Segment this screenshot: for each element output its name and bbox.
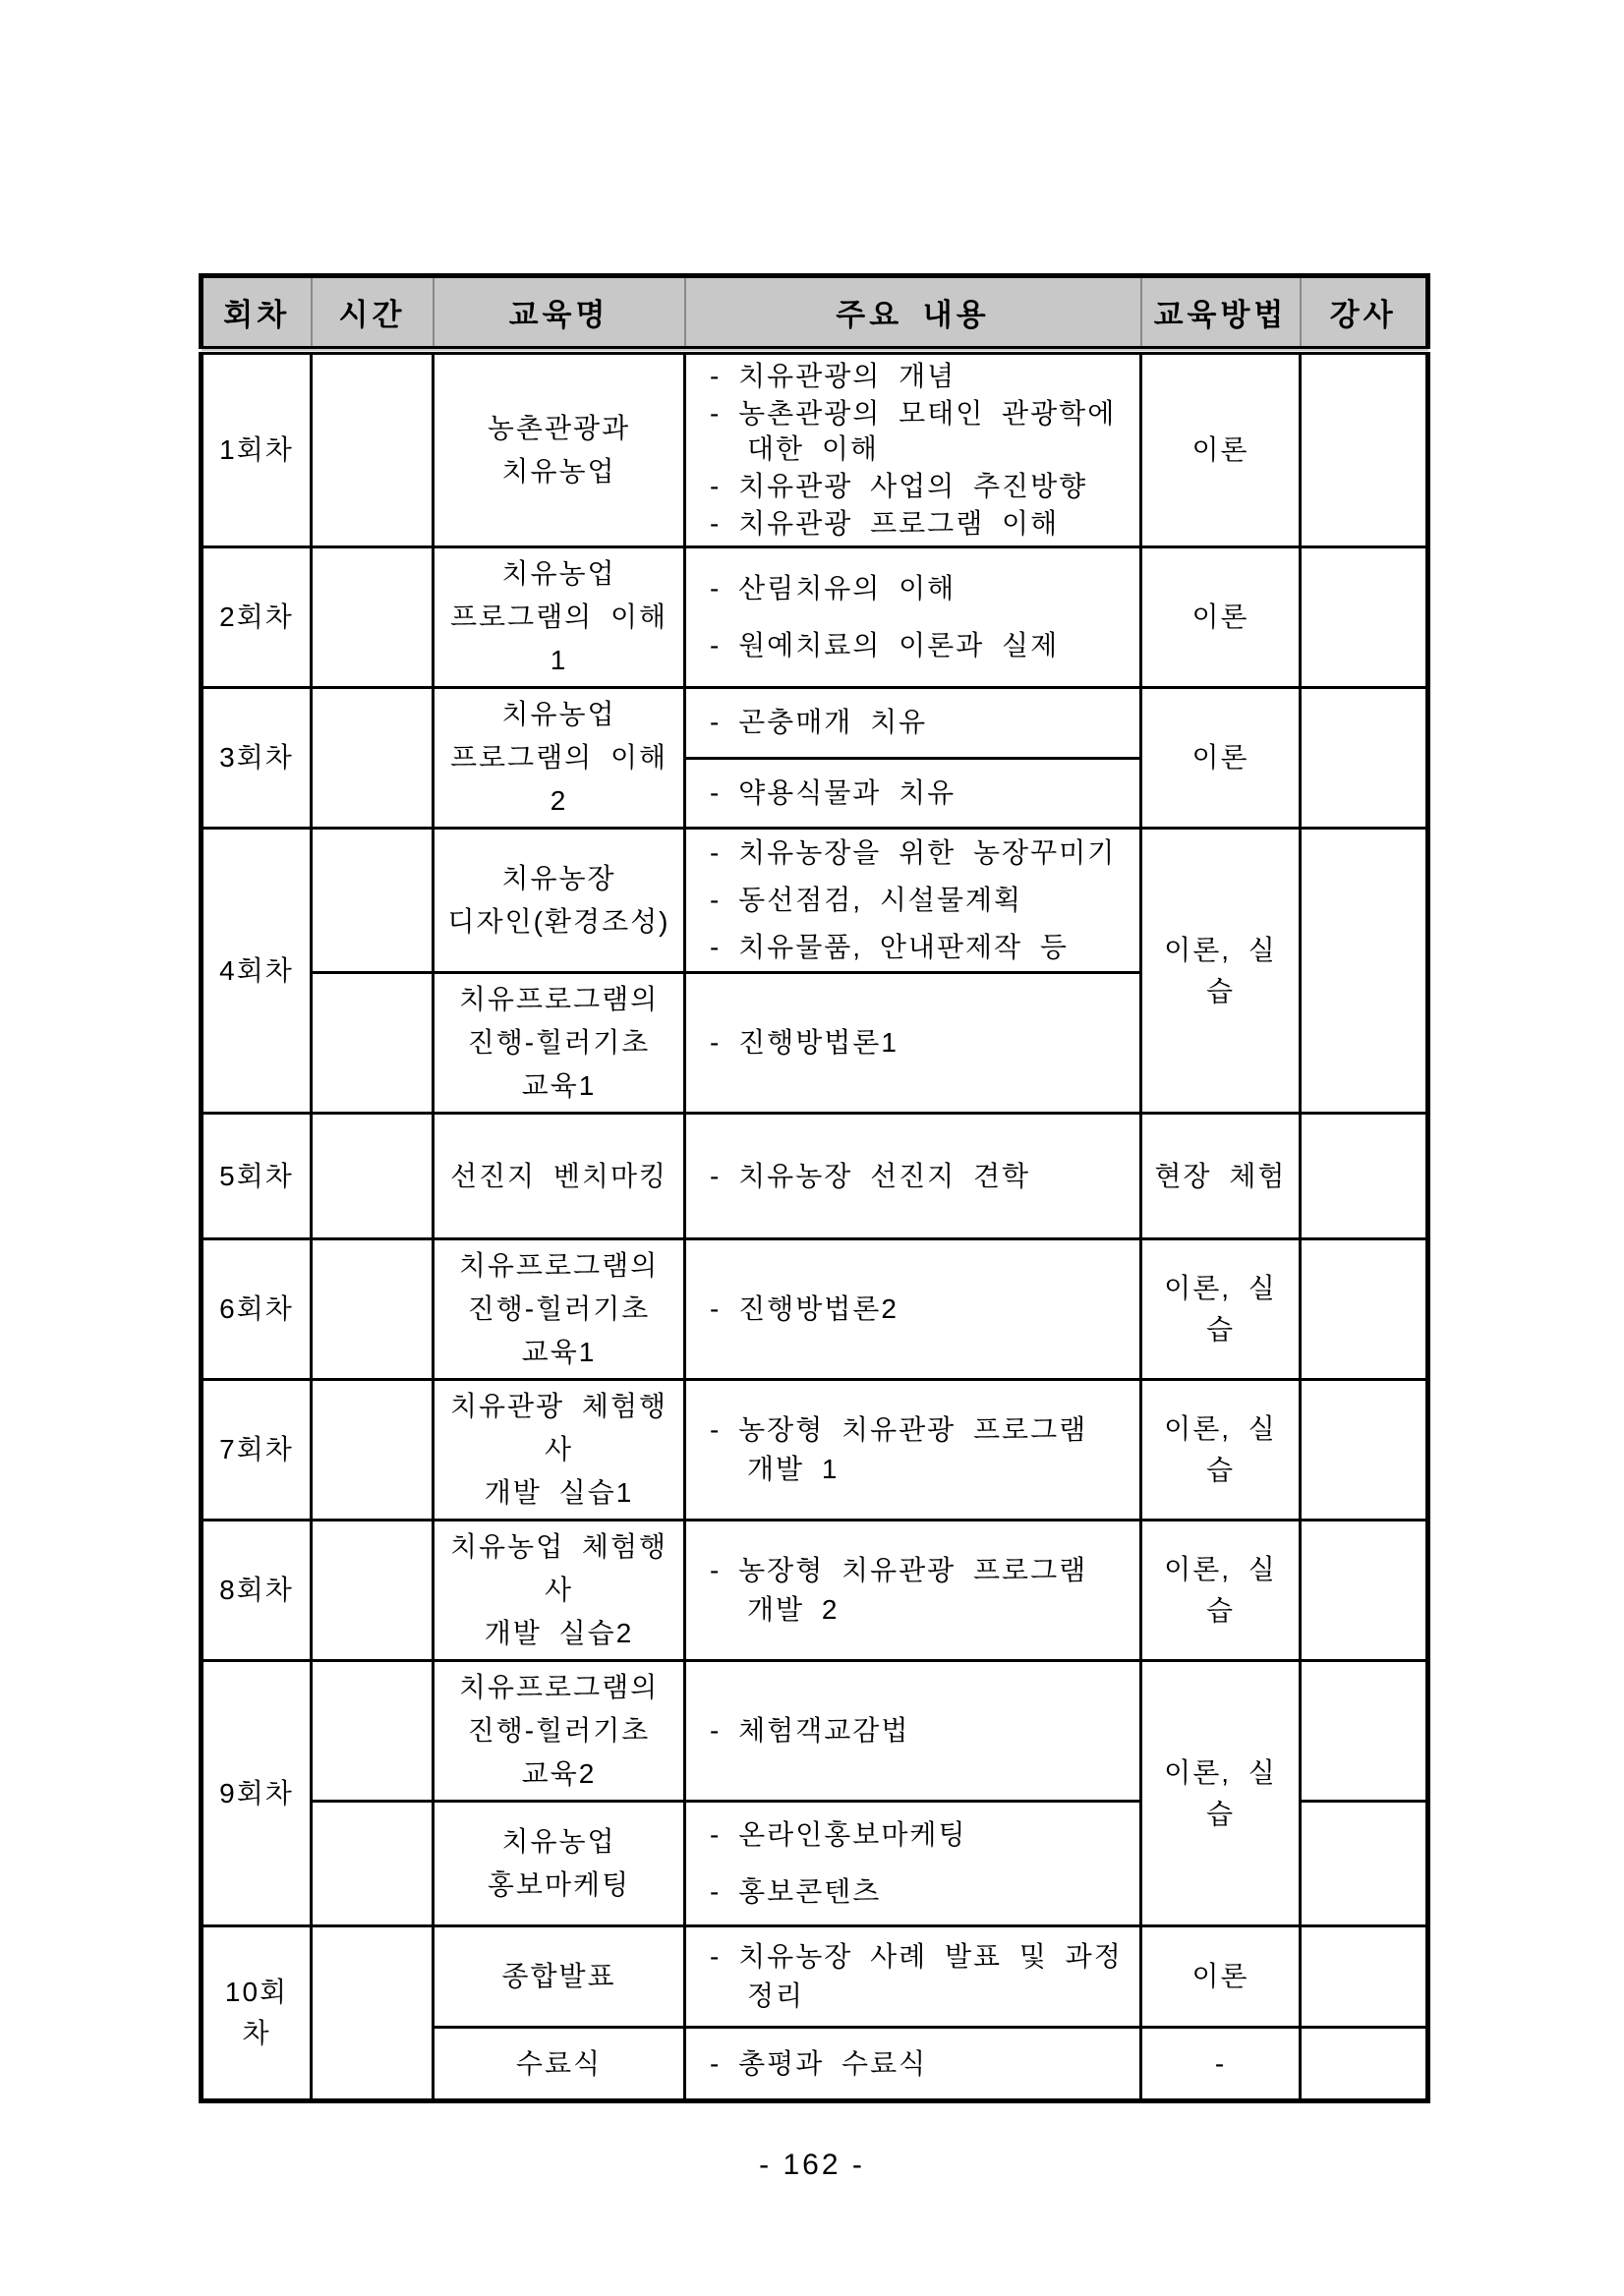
course-line: 치유농업 체험행사 [449, 1531, 668, 1605]
session-cell: 6회차 [202, 1239, 312, 1380]
page-number: - 162 - [759, 2149, 865, 2181]
course-cell [434, 547, 685, 688]
course-line: 수료식 [515, 2047, 603, 2079]
course-line: 홍보마케팅 [487, 1869, 631, 1900]
method-cell: - [1141, 2028, 1301, 2101]
content-bullet: - 곤충매개 치유 [710, 707, 928, 738]
content-bullet: - 총평과 수료식 [710, 2047, 928, 2079]
session-cell: 8회차 [202, 1521, 312, 1661]
course-cell [434, 351, 685, 547]
course-cell [434, 829, 685, 973]
table-row [202, 547, 1428, 688]
content-bullet: - 체험객교감법 [710, 1715, 910, 1746]
course-cell [434, 973, 685, 1114]
course-line: 프로그램의 이해1 [449, 602, 668, 675]
course-line: 진행-힐러기초 [467, 1293, 651, 1324]
instructor-cell [1301, 688, 1428, 829]
instructor-cell [1301, 2028, 1428, 2101]
method-cell: 이론 [1141, 1926, 1301, 2028]
content-cell [685, 1802, 1141, 1926]
session-cell: 2회차 [202, 547, 312, 688]
instructor-cell [1301, 547, 1428, 688]
table-row [202, 1661, 1428, 1802]
course-line: 치유농업 [501, 699, 616, 729]
time-cell [312, 688, 434, 829]
header-method: 교육방법 [1141, 276, 1301, 351]
time-cell [312, 1802, 434, 1926]
course-cell [434, 1114, 685, 1239]
course-line: 치유농업 [501, 558, 616, 589]
method-cell: 이론 [1141, 688, 1301, 829]
content-cell [685, 351, 1141, 547]
method-cell: 이론 [1141, 547, 1301, 688]
instructor-cell [1301, 829, 1428, 1114]
content-cell [685, 758, 1141, 829]
course-line: 치유농업 [501, 1826, 616, 1857]
course-line: 선진지 벤치마킹 [449, 1160, 668, 1191]
course-line: 치유프로그램의 [458, 1250, 660, 1281]
content-cell [685, 1380, 1141, 1521]
content-cell [685, 2028, 1141, 2101]
course-line: 프로그램의 이해2 [449, 742, 668, 816]
course-cell [434, 1521, 685, 1661]
course-cell [434, 2028, 685, 2101]
table-row [202, 829, 1428, 973]
header-row [202, 276, 1428, 351]
header-session: 회차 [202, 276, 312, 351]
course-line: 교육1 [521, 1337, 597, 1367]
instructor-cell [1301, 1926, 1428, 2028]
time-cell [312, 1926, 434, 2101]
method-cell: 이론, 실습 [1141, 1661, 1301, 1926]
time-cell [312, 829, 434, 973]
instructor-cell [1301, 1661, 1428, 1802]
content-cell [685, 1926, 1141, 2028]
content-cell [685, 1521, 1141, 1661]
course-line: 치유관광 체험행사 [449, 1391, 668, 1464]
course-cell [434, 1926, 685, 2028]
content-bullet: - 약용식물과 치유 [710, 776, 957, 808]
content-bullet: - 치유농장 선진지 견학 [710, 1160, 1031, 1191]
time-cell [312, 1239, 434, 1380]
course-line: 농촌관광과 [487, 413, 631, 443]
content-cell [685, 688, 1141, 759]
content-bullet: - 동선점검, 시설물계획 [710, 885, 1023, 915]
content-bullet: - 치유관광 프로그램 이해 [710, 508, 1060, 539]
course-line: 교육2 [521, 1758, 597, 1789]
instructor-cell [1301, 1380, 1428, 1521]
session-cell: 5회차 [202, 1114, 312, 1239]
table-row [202, 688, 1428, 759]
content-cell [685, 547, 1141, 688]
content-bullet: - 원예치료의 이론과 실제 [710, 630, 1060, 660]
session-cell: 4회차 [202, 829, 312, 1114]
content-bullet: - 홍보콘텐츠 [710, 1876, 882, 1907]
course-line: 치유프로그램의 [458, 1672, 660, 1702]
time-cell [312, 973, 434, 1114]
content-bullet: - 치유관광 사업의 추진방향 [710, 471, 1088, 501]
table-row [202, 1114, 1428, 1239]
table-row [202, 1926, 1428, 2028]
course-line: 종합발표 [501, 1961, 616, 1991]
content-bullet: - 농장형 치유관광 프로그램 개발 1 [710, 1414, 1088, 1484]
course-cell [434, 1239, 685, 1380]
content-cell [685, 1239, 1141, 1380]
method-cell: 이론, 실습 [1141, 1239, 1301, 1380]
course-cell [434, 688, 685, 829]
content-bullet: - 농촌관광의 모태인 관광학에 대한 이해 [710, 398, 1117, 464]
method-cell: 이론, 실습 [1141, 829, 1301, 1114]
table-row [202, 351, 1428, 547]
table-row [202, 1380, 1428, 1521]
course-line: 치유농업 [501, 456, 616, 487]
header-instructor: 강사 [1301, 276, 1428, 351]
course-line: 치유농장 [501, 863, 616, 893]
method-cell: 현장 체험 [1141, 1114, 1301, 1239]
content-bullet: - 농장형 치유관광 프로그램 개발 2 [710, 1555, 1088, 1625]
course-cell [434, 1380, 685, 1521]
course-line: 디자인(환경조성) [447, 906, 670, 937]
content-bullet: - 치유물품, 안내판제작 등 [710, 932, 1069, 962]
content-bullet: - 치유농장을 위한 농장꾸미기 [710, 837, 1117, 868]
course-cell [434, 1802, 685, 1926]
content-bullet: - 온라인홍보마케팅 [710, 1819, 967, 1850]
curriculum-table [199, 273, 1430, 2103]
content-bullet: - 진행방법론1 [710, 1027, 899, 1058]
course-line: 교육1 [521, 1070, 597, 1101]
instructor-cell [1301, 1239, 1428, 1380]
content-cell [685, 1661, 1141, 1802]
course-line: 개발 실습1 [484, 1477, 634, 1508]
session-cell: 10회차 [202, 1926, 312, 2101]
time-cell [312, 351, 434, 547]
content-cell [685, 1114, 1141, 1239]
content-bullet: - 진행방법론2 [710, 1293, 899, 1324]
method-cell: 이론 [1141, 351, 1301, 547]
course-line: 진행-힐러기초 [467, 1715, 651, 1746]
content-bullet: - 치유관광의 개념 [710, 361, 957, 391]
time-cell [312, 1521, 434, 1661]
instructor-cell [1301, 1114, 1428, 1239]
header-time: 시간 [312, 276, 434, 351]
course-line: 진행-힐러기초 [467, 1027, 651, 1058]
time-cell [312, 547, 434, 688]
session-cell: 7회차 [202, 1380, 312, 1521]
content-cell [685, 973, 1141, 1114]
session-cell: 1회차 [202, 351, 312, 547]
table-row [202, 1239, 1428, 1380]
session-cell: 9회차 [202, 1661, 312, 1926]
header-course: 교육명 [434, 276, 685, 351]
content-cell [685, 829, 1141, 973]
instructor-cell [1301, 1521, 1428, 1661]
instructor-cell [1301, 1802, 1428, 1926]
content-bullet: - 산림치유의 이해 [710, 573, 957, 603]
time-cell [312, 1380, 434, 1521]
content-bullet: - 치유농장 사례 발표 및 과정 정리 [710, 1941, 1123, 2011]
header-content: 주요 내용 [685, 276, 1141, 351]
method-cell: 이론, 실습 [1141, 1380, 1301, 1521]
course-line: 치유프로그램의 [458, 984, 660, 1014]
time-cell [312, 1114, 434, 1239]
table-row [202, 1521, 1428, 1661]
method-cell: 이론, 실습 [1141, 1521, 1301, 1661]
time-cell [312, 1661, 434, 1802]
course-line: 개발 실습2 [484, 1618, 634, 1648]
course-cell [434, 1661, 685, 1802]
session-cell: 3회차 [202, 688, 312, 829]
instructor-cell [1301, 351, 1428, 547]
